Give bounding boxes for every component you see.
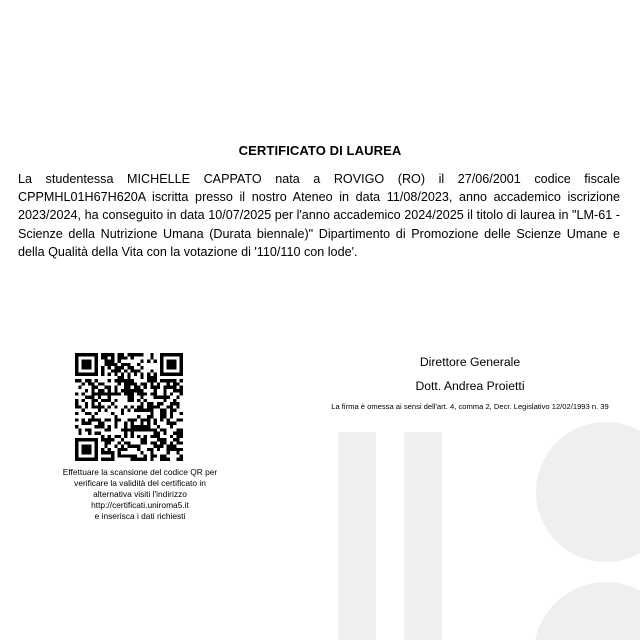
qr-caption-line: verificare la validità del certificato in (74, 478, 206, 488)
qr-caption-line: Effettuare la scansione del codice QR per (62, 467, 218, 477)
qr-caption-url: http://certificati.uniroma5.it (91, 500, 189, 510)
signature-legal-note: La firma è omessa ai sensi dell'art. 4, comma 2, Decr. Legislativo 12/02/1993 n. 39 (331, 402, 609, 411)
qr-code (75, 353, 183, 461)
signatory-role: Direttore Generale (419, 355, 521, 369)
qr-caption-line: alternativa visiti l'indirizzo (93, 489, 187, 499)
qr-caption-line: e inserisca i dati richiesti (94, 511, 186, 521)
signatory-name: Dott. Andrea Proietti (415, 379, 525, 393)
qr-caption (40, 467, 240, 522)
certificate-body: La studentessa MICHELLE CAPPATO nata a ROVIGO (RO) il 27/06/2001 codice fiscale CPPMHL01H67H620A iscritta presso il nostro Ateneo in data 11/08/2023, anno accademico iscrizione 2023/2024, ha conseguito in data 10/07/2025 per l'anno accademico 2024/2025 il titolo di laurea in "LM-61 - Scienze della Nutrizione Umana (Durata biennale)" Dipartimento di Promozione delle Scienze Umane e della Qualità della Vita con la votazione di '110/110 con lode'. (18, 172, 620, 259)
certificate-title: CERTIFICATO DI LAUREA (238, 143, 402, 158)
